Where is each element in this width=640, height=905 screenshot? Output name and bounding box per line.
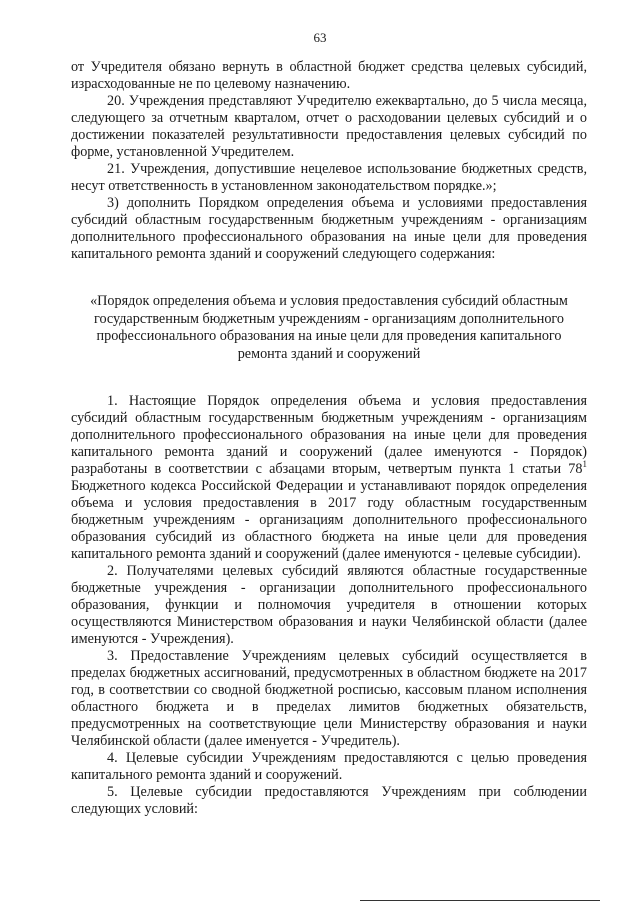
paragraph-1-start: 1. Настоящие Порядок определения объема и условия предоставления субсидий областным государственным бюджетным учреждениям - организациям дополнительного профессионального образования на иные цели для проведения капитального ремонта зданий и сооружений (далее именуются - Порядок) разработаны в соответствии с абзацами вторым, четвертым пункта 1 статьи 78 <box>71 393 587 477</box>
paragraph-20: 20. Учреждения представляют Учредителю ежеквартально, до 5 числа месяца, следующего за отчетным кварталом, отчет о расходовании целевых субсидий и о достижении показателей результативности предоставления целевых субсидий по форме, установленной Учредителем. <box>71 93 587 160</box>
paragraph-4: 4. Целевые субсидии Учреждениям предоставляются с целью проведения капитального ремонта зданий и сооружений. <box>71 750 587 783</box>
paragraph-3: 3. Предоставление Учреждениям целевых субсидий осуществляется в пределах бюджетных ассигнований, предусмотренных в областном бюджете на 2017 год, в соответствии со сводной бюджетной росписью, кассовым планом исполнения областного бюджета и в пределах лимитов бюджетных обязательств, предусмотренных на соответствующие цели Министерству образования и науки Челябинской области (далее именуется - Учредитель). <box>71 648 587 749</box>
paragraph-amendment-3: 3) дополнить Порядком определения объема и условиями предоставления субсидий областным государственным бюджетным учреждениям - организациям дополнительного профессионального образования на иные цели для проведения капитального ремонта зданий и сооружений следующего содержания: <box>71 195 587 262</box>
article-superscript: 1 <box>582 459 587 469</box>
paragraph-refund: от Учредителя обязано вернуть в областной бюджет средства целевых субсидий, израсходованные не по целевому назначению. <box>71 59 587 92</box>
paragraph-2: 2. Получателями целевых субсидий являются областные государственные бюджетные учреждения - организации дополнительного профессионального образования, функции и полномочия учредителя в отношении которых осуществляются Министерством образования и науки Челябинской области (далее именуются - Учреждения). <box>71 563 587 647</box>
paragraph-1-end: Бюджетного кодекса Российской Федерации и устанавливают порядок определения объема и условия предоставления в 2017 году областным государственным бюджетным учреждениям - организациям дополнительного профессионального образования субсидий из областного бюджета на иные цели для проведения капитального ремонта зданий и сооружений (далее именуются - целевые субсидии). <box>71 478 587 562</box>
section-heading: «Порядок определения объема и условия предоставления субсидий областным государственным бюджетным учреждениям - организациям дополнительного профессионального образования на иные цели для проведения капитального ремонта зданий и сооружений <box>90 293 568 362</box>
footer-rule <box>360 900 600 901</box>
page-number: 63 <box>313 30 327 45</box>
paragraph-5: 5. Целевые субсидии предоставляются Учреждениям при соблюдении следующих условий: <box>71 784 587 817</box>
paragraph-21: 21. Учреждения, допустившие нецелевое использование бюджетных средств, несут ответственность в установленном законодательством порядке.»; <box>71 161 587 194</box>
document-body <box>71 59 587 818</box>
paragraph-1 <box>71 393 587 563</box>
